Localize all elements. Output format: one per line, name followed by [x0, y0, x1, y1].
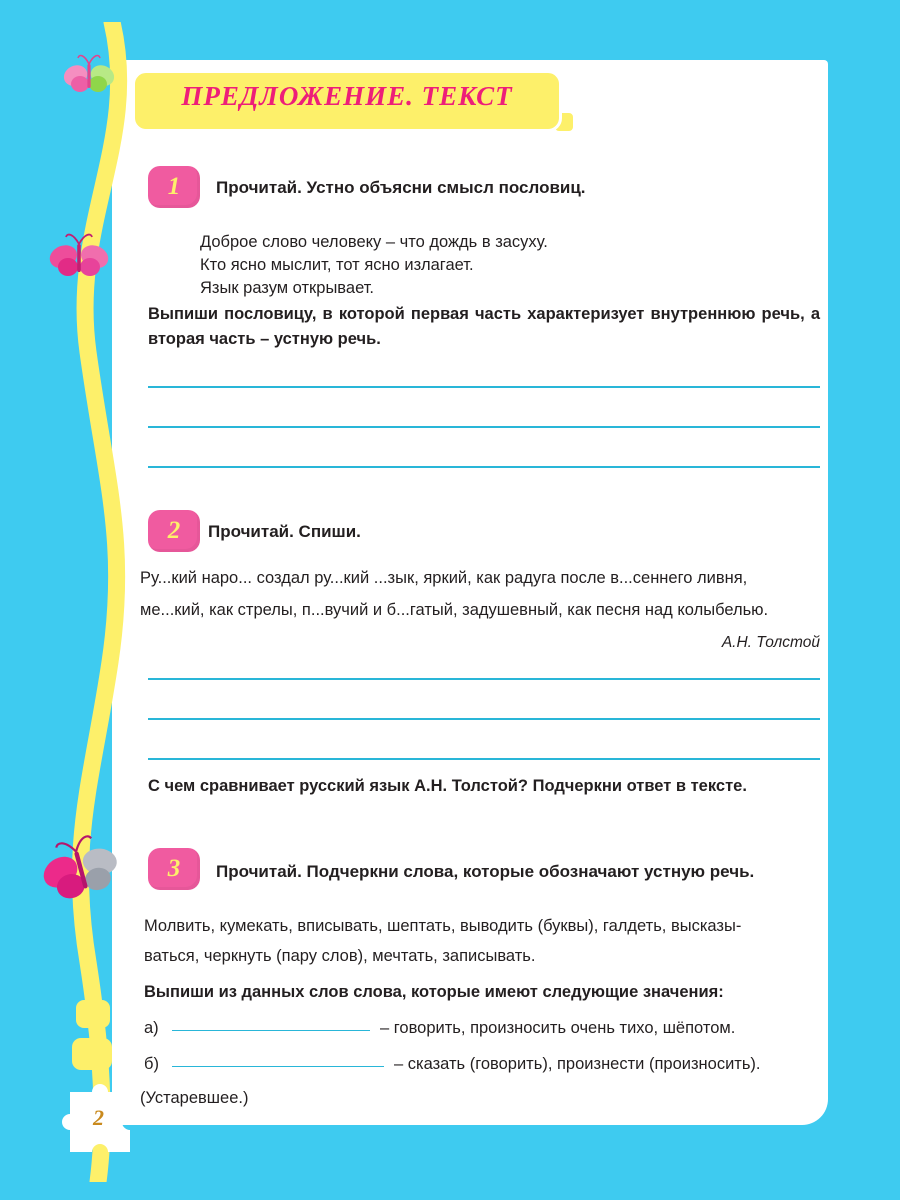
task-3-note: (Устаревшее.): [140, 1089, 249, 1107]
task-1-answer-line-2[interactable]: [148, 426, 820, 428]
worksheet-content: [112, 150, 828, 1125]
task-2-author: А.Н. Толстой: [721, 634, 820, 651]
task-3-item-b-blank[interactable]: [172, 1052, 384, 1067]
task-3-instruction: Выпиши из данных слов слова, которые имеют следующие значения:: [144, 983, 724, 1001]
task-2-number: 2: [167, 517, 181, 544]
task-1-instruction: Выпиши пословицу, в которой первая часть характеризует внутреннюю речь, а вторая часть – устную речь.: [148, 305, 820, 348]
task-1-number-badge: [148, 166, 200, 208]
task-2-answer-line-3[interactable]: [148, 758, 820, 760]
task-3-item-a-marker: а): [144, 1019, 159, 1037]
page-title-banner: [132, 70, 578, 132]
task-3-number-badge: [148, 848, 200, 890]
page-number: 2: [93, 1105, 104, 1130]
task-3-item-b-definition: – сказать (говорить), произнести (произносить).: [394, 1055, 761, 1073]
task-2-number-badge: [148, 510, 200, 552]
decorative-tab: [72, 1038, 112, 1070]
task-2-title: Прочитай. Спиши.: [208, 522, 361, 541]
task-2-answer-line-1[interactable]: [148, 678, 820, 680]
page-title: ПРЕДЛОЖЕНИЕ. ТЕКСТ: [181, 81, 513, 111]
task-1-proverb-1: Доброе слово человеку – что дождь в засуху.: [200, 233, 548, 251]
task-1-answer-line-3[interactable]: [148, 466, 820, 468]
task-2-question: С чем сравнивает русский язык А.Н. Толстой? Подчеркни ответ в тексте.: [148, 777, 747, 795]
task-1-proverb-3: Язык разум открывает.: [200, 279, 375, 297]
decorative-tab: [76, 1000, 110, 1028]
task-1-title: Прочитай. Устно объясни смысл пословиц.: [216, 178, 586, 197]
task-3-item-a-blank[interactable]: [172, 1016, 370, 1031]
task-1-answer-line-1[interactable]: [148, 386, 820, 388]
task-1-number: 1: [167, 173, 181, 200]
task-2-text-line-1: Ру...кий наро... создал ру...кий ...зык, яркий, как радуга после в...сеннего ливня,: [140, 569, 748, 587]
task-3-words-line-2: ваться, черкнуть (пару слов), мечтать, записывать.: [144, 947, 536, 965]
task-1-proverb-2: Кто ясно мыслит, тот ясно излагает.: [200, 256, 474, 274]
task-3-item-a-definition: – говорить, произносить очень тихо, шёпотом.: [380, 1019, 736, 1037]
task-2-text-line-2: ме...кий, как стрелы, п...вучий и б...гатый, задушевный, как песня над колыбелью.: [140, 601, 769, 619]
task-3-words-line-1: Молвить, кумекать, вписывать, шептать, выводить (буквы), галдеть, высказы-: [144, 917, 742, 935]
task-3-title: Прочитай. Подчеркни слова, которые обозначают устную речь.: [216, 862, 755, 881]
task-2-answer-line-2[interactable]: [148, 718, 820, 720]
task-3-number: 3: [167, 855, 181, 882]
task-3-item-b-marker: б): [144, 1055, 159, 1073]
